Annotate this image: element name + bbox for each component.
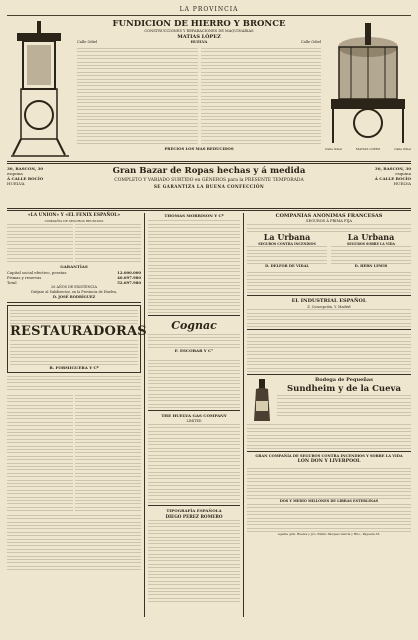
- bazar-right-address-1: 30, RASCON, 30: [374, 166, 411, 171]
- thomas-title: THOMAS MORRISON Y Cª: [164, 213, 224, 218]
- sundheim-ad: [247, 377, 411, 423]
- industrial-title: EL INDUSTRIAL ESPAÑOL: [291, 297, 367, 304]
- union-capital-value: 12.000.000: [117, 270, 141, 275]
- union-title: «LA UNION» Y «EL FENIX ESPAÑOL»: [27, 213, 121, 218]
- tipografia-title: TIPOGRAFÍA ESPAÑOLA: [166, 508, 222, 513]
- bottle-image: [247, 377, 277, 423]
- liverpool-agent: Agente gral. Huelva y pro. Emilio Vázquez García y Hno., Paguera 33.: [277, 531, 381, 536]
- bazar-right-city: HUELVA: [393, 181, 411, 186]
- press-caption-2: MATIAS LÓPEZ: [355, 147, 381, 151]
- bazar-subtitle: COMPLETO Y VARIADO SURTIDO en GÉNEROS para la PRESENTE TEMPORADA: [114, 178, 304, 183]
- cognac-brand: F. ESCOBAR Y C°: [174, 348, 214, 353]
- column-left: [7, 213, 145, 617]
- urbana-left: La Urbana: [263, 231, 311, 242]
- union-capital-label: Capital social efectivo, pesetas: [7, 270, 67, 275]
- union-total-value: 52.697.980: [117, 280, 141, 285]
- union-nota: 26 AÑOS DE EXISTENCIA: [51, 285, 97, 289]
- sundheim-line1: Bodega de Pequeñas: [315, 376, 373, 383]
- lower-columns: [7, 213, 411, 617]
- bazar-ad: [7, 166, 411, 206]
- leyes-name: D. HERN LEWIS: [354, 263, 388, 268]
- bazar-right-address-3: Á CALLE ROCÍO: [374, 176, 411, 181]
- masthead-title: LA PROVINCIA: [179, 6, 239, 13]
- bazar-left-address-2: esquina: [7, 171, 23, 176]
- liverpool-table-caption: DOS Y MEDIO MILLONES DE LIBRAS ESTERLINAS: [279, 498, 379, 503]
- cognac-ad: [148, 318, 240, 358]
- press-left-image: [7, 19, 73, 159]
- fundicion-text-left: [77, 46, 198, 144]
- sundheim-line2: Sundheim y de la Cueva: [287, 383, 401, 394]
- masthead: [7, 6, 411, 16]
- press-caption-1: Calle Odiel: [325, 147, 342, 151]
- union-dirigirse: Diríjase al Subdirector, en la Provincia de Huelva,: [30, 290, 118, 294]
- fundicion-right-address: Calle Odiel: [300, 40, 321, 44]
- gas-title: THE HUELVA GAS COMPANY: [161, 413, 227, 418]
- restauradoras-agent: B. FORMIGUERA Y Cª: [49, 364, 99, 370]
- column-middle: [145, 213, 244, 617]
- delegado-name: D. DELFOR DE VIDAL: [265, 263, 309, 268]
- companias-sub: SEGUROS Á PRIMA FIJA: [306, 219, 352, 223]
- bazar-subline: SE GARANTIZA LA BUENA CONFECCIÓN: [153, 184, 265, 189]
- fundicion-text-right: [201, 46, 322, 144]
- cognac-title: Cognac: [171, 319, 217, 332]
- fundicion-city: HUELVA: [190, 40, 208, 44]
- fundicion-footer: PRECIOS LOS MAS REDUCIDOS: [164, 146, 234, 151]
- restauradoras-word: RESTAURADORAS: [10, 323, 147, 339]
- liverpool-title: GRAN COMPAÑÍA DE SEGUROS CONTRA INCENDIOS Y SOBRE LA VIDA: [255, 453, 403, 458]
- press-caption-3: Calle Odiel: [394, 147, 411, 151]
- bazar-left-city: HUELVA: [7, 181, 25, 186]
- urbana-left-kind: SEGUROS CONTRA INCENDIOS: [258, 241, 316, 246]
- fundicion-left-address: Calle Odiel: [77, 40, 98, 44]
- restauradoras-ad: [7, 305, 147, 373]
- union-subtitle: COMPAÑÍA DE SEGUROS REUNIDOS: [44, 219, 104, 223]
- fundicion-owner: MATIAS LÓPEZ: [177, 34, 221, 40]
- bazar-left-address-3: Á CALLE ROCÍO: [7, 176, 44, 181]
- union-primas-label: Primas y reservas: [7, 275, 42, 280]
- tipografia-name: DIEGO PEREZ ROMERO: [165, 514, 223, 519]
- bazar-left-address-1: 30, RASCON, 30: [7, 166, 44, 171]
- union-garantias: GARANTÍAS: [60, 264, 88, 269]
- union-primas-value: 40.697.980: [117, 275, 141, 280]
- gas-sub: LIMITED: [186, 419, 202, 423]
- fundicion-subtitle: CONSTRUCCIONES Y REPARACIONES DE MAQUINARIAS: [144, 29, 254, 33]
- press-right-image: [325, 19, 411, 159]
- companias-title: COMPAÑÍAS ANÓNIMAS FRANCESAS: [275, 213, 383, 219]
- fundicion-title: FUNDICION DE HIERRO Y BRONCE: [112, 19, 286, 29]
- urbana-right: La Urbana: [347, 231, 395, 242]
- liverpool-sub: LON DON Y LIVERPOOL: [297, 458, 361, 464]
- fundicion-ad: [7, 19, 411, 159]
- urbana-right-kind: SEGUROS SOBRE LA VIDA: [346, 241, 396, 246]
- union-agent: D. JOSÉ RODRÍGUEZ: [52, 294, 96, 299]
- bazar-right-address-2: esquina: [395, 171, 411, 176]
- bazar-title: Gran Bazar de Ropas hechas y á medida: [112, 166, 306, 176]
- industrial-sub: Z. Concepción, Y. Madrid: [307, 304, 351, 309]
- union-total-label: Total: [7, 280, 17, 285]
- column-right: [244, 213, 411, 617]
